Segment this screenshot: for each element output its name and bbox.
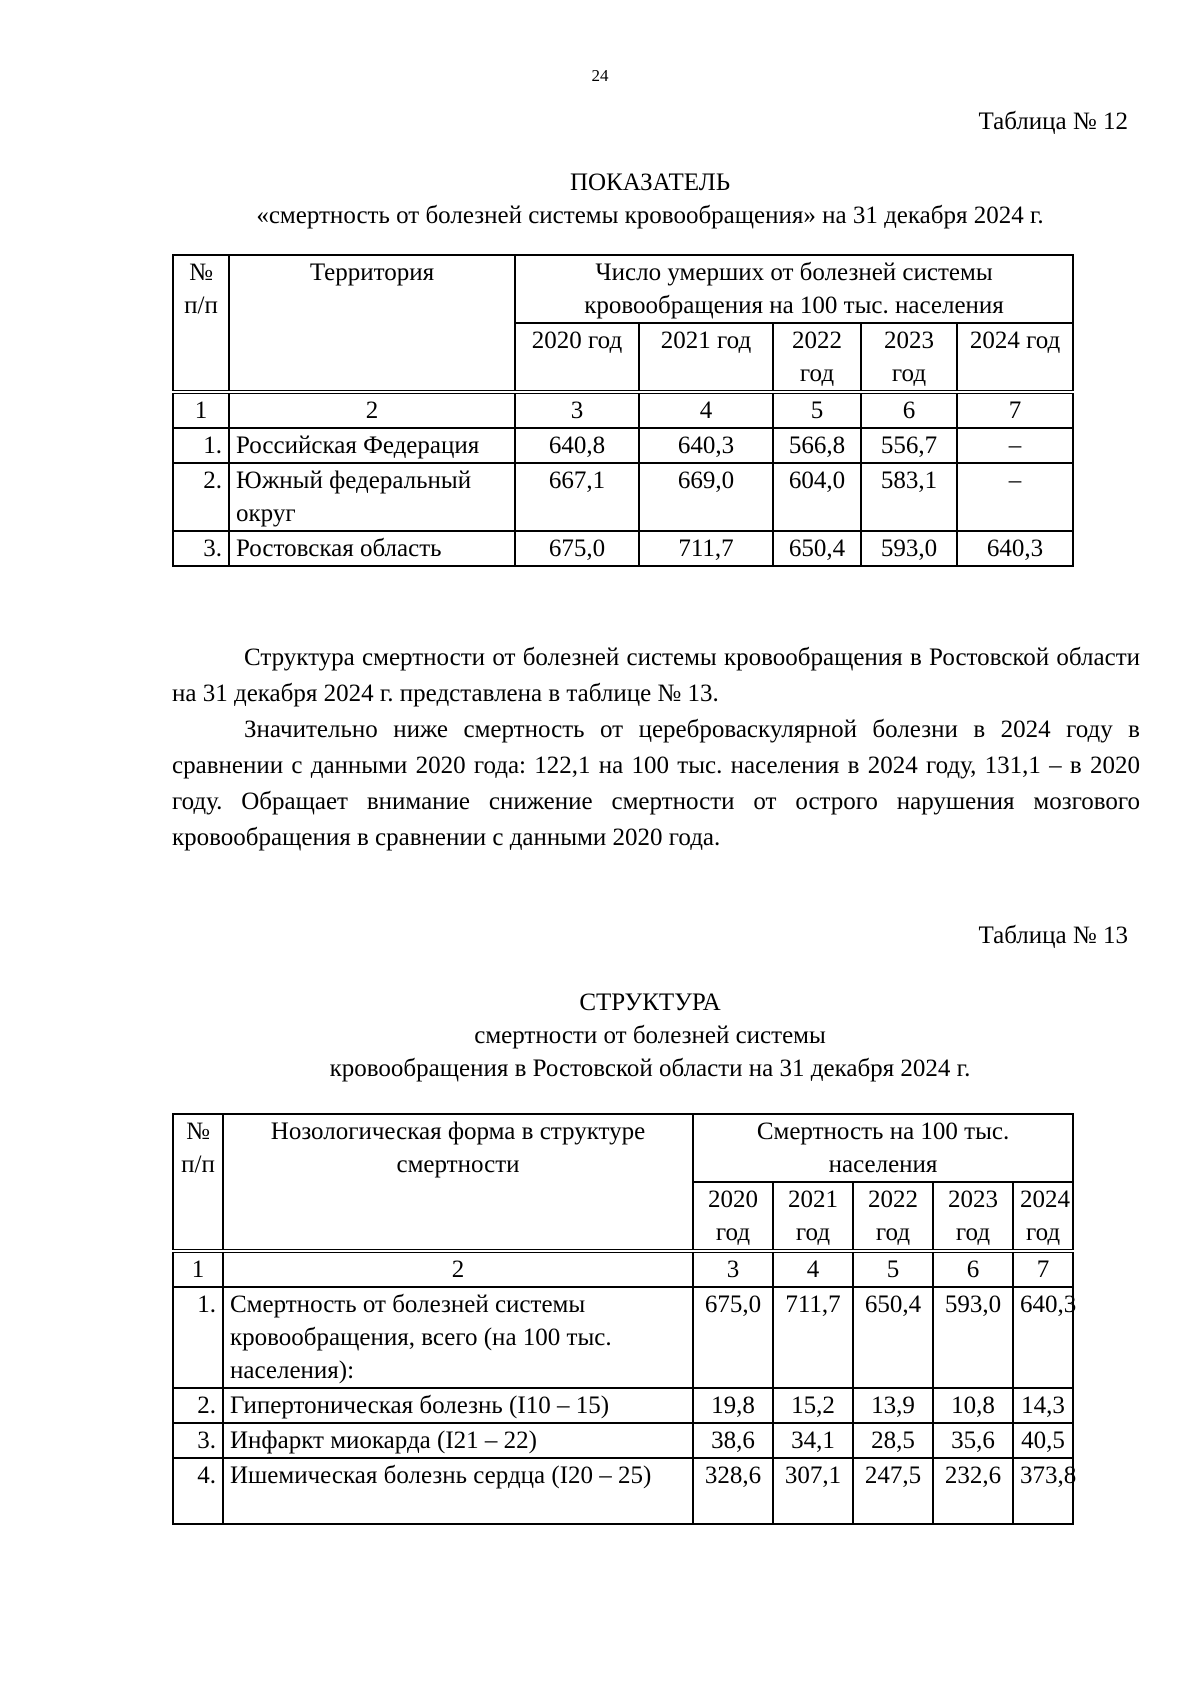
row-value: 593,0 xyxy=(861,531,957,566)
row-territory: Российская Федерация xyxy=(229,428,515,463)
row-number: 1. xyxy=(173,1287,223,1388)
row-value: 640,3 xyxy=(1013,1287,1073,1388)
row-value: – xyxy=(957,428,1073,463)
row-value: 640,3 xyxy=(639,428,773,463)
row-value: 640,8 xyxy=(515,428,639,463)
column-number: 2 xyxy=(229,392,515,428)
row-value: 640,3 xyxy=(957,531,1073,566)
table-13-year-header: 2020 год xyxy=(693,1182,773,1251)
page-number: 24 xyxy=(591,66,609,85)
table-row xyxy=(173,1458,1073,1524)
table-13-year-header: 2024 год xyxy=(1013,1182,1073,1251)
row-value: 34,1 xyxy=(773,1423,853,1458)
column-number: 6 xyxy=(861,392,957,428)
table-13-header-group: Смертность на 100 тыс. населения xyxy=(693,1114,1073,1182)
row-value: 373,8 xyxy=(1013,1458,1073,1524)
table-row xyxy=(173,1423,1073,1458)
column-number: 5 xyxy=(773,392,861,428)
row-form: Ишемическая болезнь сердца (I20 – 25) xyxy=(223,1458,693,1524)
row-territory: Южный федеральный округ xyxy=(229,463,515,531)
table-12-header-territory: Территория xyxy=(229,255,515,392)
row-value: – xyxy=(957,463,1073,531)
table-13-column-numbers xyxy=(173,1251,1073,1287)
row-value: 711,7 xyxy=(639,531,773,566)
column-number: 7 xyxy=(1013,1251,1073,1287)
table-13-label: Таблица № 13 xyxy=(978,922,1128,949)
table-12-header-group: Число умерших от болезней системы кровообращения на 100 тыс. населения xyxy=(515,255,1073,323)
column-number: 1 xyxy=(173,392,229,428)
table-row xyxy=(173,531,1073,566)
table-13-year-header: 2022 год xyxy=(853,1182,933,1251)
table-13-header-form: Нозологическая форма в структуре смертности xyxy=(223,1114,693,1251)
table-13-title: СТРУКТУРА xyxy=(579,989,721,1016)
table-row xyxy=(173,428,1073,463)
row-number: 2. xyxy=(173,463,229,531)
row-territory: Ростовская область xyxy=(229,531,515,566)
row-form: Гипертоническая болезнь (I10 – 15) xyxy=(223,1388,693,1423)
table-13-subtitle: кровообращения в Ростовской области на 31 декабря 2024 г. xyxy=(329,1055,971,1082)
row-value: 15,2 xyxy=(773,1388,853,1423)
column-number: 4 xyxy=(773,1251,853,1287)
column-number: 2 xyxy=(223,1251,693,1287)
row-value: 247,5 xyxy=(853,1458,933,1524)
table-row xyxy=(173,1287,1073,1388)
row-number: 1. xyxy=(173,428,229,463)
row-value: 328,6 xyxy=(693,1458,773,1524)
table-12-header-num: № п/п xyxy=(173,255,229,392)
row-value: 14,3 xyxy=(1013,1388,1073,1423)
table-row xyxy=(173,1388,1073,1423)
table-13-header-num: № п/п xyxy=(173,1114,223,1251)
row-value: 604,0 xyxy=(773,463,861,531)
row-value: 675,0 xyxy=(693,1287,773,1388)
table-13-title-block xyxy=(160,986,1140,1085)
table-12-title-block xyxy=(160,166,1140,232)
row-value: 566,8 xyxy=(773,428,861,463)
row-value: 232,6 xyxy=(933,1458,1013,1524)
row-value: 307,1 xyxy=(773,1458,853,1524)
table-12-year-header: 2023 год xyxy=(861,323,957,392)
column-number: 1 xyxy=(173,1251,223,1287)
table-13-year-header: 2021 год xyxy=(773,1182,853,1251)
row-value: 650,4 xyxy=(853,1287,933,1388)
row-value: 667,1 xyxy=(515,463,639,531)
table-13-year-header: 2023 год xyxy=(933,1182,1013,1251)
table-13 xyxy=(172,1113,1077,1525)
row-value: 38,6 xyxy=(693,1423,773,1458)
row-value: 669,0 xyxy=(639,463,773,531)
row-value: 675,0 xyxy=(515,531,639,566)
row-value: 35,6 xyxy=(933,1423,1013,1458)
row-form: Смертность от болезней системы кровообращения, всего (на 100 тыс. населения): xyxy=(223,1287,693,1388)
row-number: 2. xyxy=(173,1388,223,1423)
column-number: 3 xyxy=(515,392,639,428)
paragraph: Структура смертности от болезней системы кровообращения в Ростовской области на 31 декабря 2024 г. представлена в таблице № 13. xyxy=(172,644,1140,707)
row-value: 583,1 xyxy=(861,463,957,531)
row-value: 13,9 xyxy=(853,1388,933,1423)
row-value: 711,7 xyxy=(773,1287,853,1388)
column-number: 5 xyxy=(853,1251,933,1287)
body-text xyxy=(172,640,1140,856)
table-row xyxy=(173,463,1073,531)
row-value: 650,4 xyxy=(773,531,861,566)
column-number: 6 xyxy=(933,1251,1013,1287)
row-number: 4. xyxy=(173,1458,223,1524)
row-form: Инфаркт миокарда (I21 – 22) xyxy=(223,1423,693,1458)
row-value: 593,0 xyxy=(933,1287,1013,1388)
column-number: 4 xyxy=(639,392,773,428)
table-12 xyxy=(172,254,1074,567)
table-12-year-header: 2020 год xyxy=(515,323,639,392)
row-value: 19,8 xyxy=(693,1388,773,1423)
table-12-year-header: 2022 год xyxy=(773,323,861,392)
row-value: 28,5 xyxy=(853,1423,933,1458)
table-12-label: Таблица № 12 xyxy=(978,108,1128,135)
table-12-column-numbers xyxy=(173,392,1073,428)
row-value: 10,8 xyxy=(933,1388,1013,1423)
column-number: 3 xyxy=(693,1251,773,1287)
row-value: 40,5 xyxy=(1013,1423,1073,1458)
paragraph: Значительно ниже смертность от цереброваскулярной болезни в 2024 году в сравнении с данными 2020 года: 122,1 на 100 тыс. населения в 2024 году, 131,1 – в 2020 году. Обращает внимание снижение смертности от острого нарушения мозгового кровообращения в сравнении с данными 2020 года. xyxy=(172,716,1140,851)
row-number: 3. xyxy=(173,1423,223,1458)
row-value: 556,7 xyxy=(861,428,957,463)
table-12-subtitle: «смертность от болезней системы кровообращения» на 31 декабря 2024 г. xyxy=(256,202,1044,229)
row-number: 3. xyxy=(173,531,229,566)
table-12-year-header: 2024 год xyxy=(957,323,1073,392)
column-number: 7 xyxy=(957,392,1073,428)
table-13-subtitle: смертности от болезней системы xyxy=(474,1022,826,1049)
table-12-title: ПОКАЗАТЕЛЬ xyxy=(569,169,731,196)
table-12-year-header: 2021 год xyxy=(639,323,773,392)
